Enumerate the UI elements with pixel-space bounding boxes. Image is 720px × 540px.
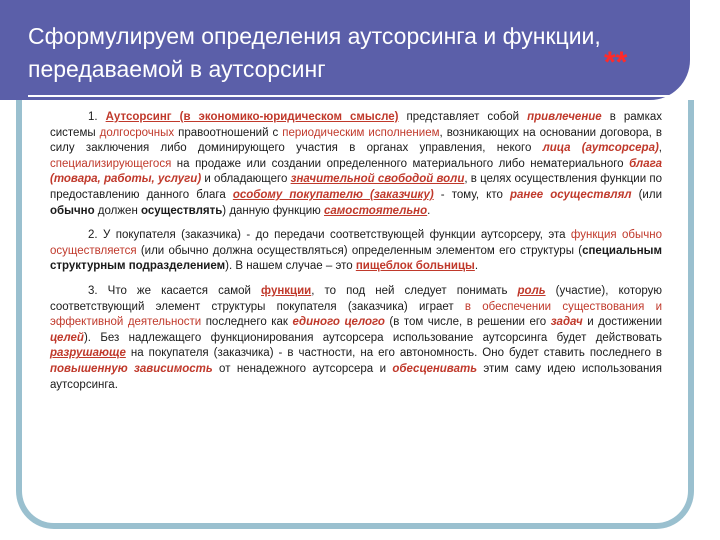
text-run: и обладающего xyxy=(201,173,291,186)
text-run: , в целях осуществления функции по предоставлению данного блага xyxy=(50,173,662,201)
text-run-emphasis: функции xyxy=(261,284,312,297)
text-run-emphasis: самостоятельно xyxy=(324,204,428,217)
text-run-emphasis: особому покупателю (заказчику) xyxy=(232,188,434,201)
text-run: , xyxy=(658,142,662,155)
text-run: на покупателя (заказчика) - в частности, на его автономность. Оно будет ставить последнего в xyxy=(125,347,662,360)
text-run: (или xyxy=(631,188,662,201)
title-mark: ** xyxy=(604,46,628,79)
text-run: на продаже или создании определенного материального либо нематериального xyxy=(171,157,630,170)
text-run: (в том числе, в решении его xyxy=(384,316,551,329)
text-run-emphasis: функция обычно осуществляется xyxy=(50,229,663,257)
paragraph-3 xyxy=(50,284,662,393)
text-run: (участие), которую соответствующий элемент структуры покупателя (заказчика) играет xyxy=(50,284,662,313)
text-run: правоотношений с xyxy=(174,126,283,139)
title-banner xyxy=(0,0,690,100)
text-run: от ненадежного аутсорсера и xyxy=(212,362,393,375)
text-run-emphasis: обесценивать xyxy=(392,362,478,375)
text-run-emphasis: ранее осуществлял xyxy=(509,188,632,201)
text-run: ). Без надлежащего функционирования аутсорсера использование аутсорсинга будет действовать xyxy=(83,331,662,344)
content-body xyxy=(50,110,662,402)
text-run: 3. Что же касается самой xyxy=(88,284,262,297)
text-run-emphasis: периодическим исполнением xyxy=(282,126,440,139)
text-run-emphasis: специализирующегося xyxy=(50,157,172,170)
text-run: . xyxy=(474,260,479,273)
slide-title: Сформулируем определения аутсорсинга и функции, передаваемой в аутсорсинг xyxy=(28,23,601,82)
text-run: представляет собой xyxy=(398,111,528,123)
text-run: . xyxy=(427,204,431,217)
text-run-emphasis: пищеблок больницы xyxy=(355,260,475,273)
title-divider xyxy=(28,95,686,97)
text-run-emphasis: роль xyxy=(517,284,546,297)
text-run: , возникающих на основании договора, в силу заключения либо доминирующего участия в органах управления, некого xyxy=(50,126,662,155)
text-run-emphasis: Аутсорсинг (в экономико-юридическом смысле) xyxy=(105,111,399,123)
text-run-emphasis: осуществлять xyxy=(141,204,223,217)
text-run: последнего как xyxy=(201,316,293,329)
text-run-emphasis: в обеспечении существования и эффективной деятельности xyxy=(50,300,662,329)
text-run-emphasis: блага (товара, работы, услуги) xyxy=(50,157,662,186)
text-run: ). В нашем случае – это xyxy=(225,260,356,273)
text-run-emphasis: обычно xyxy=(50,204,95,217)
paragraph-2 xyxy=(50,228,662,275)
text-run: должен xyxy=(94,204,142,217)
paragraph-1 xyxy=(50,110,662,219)
text-run-emphasis: привлечение xyxy=(527,111,602,123)
text-run: (или обычно должна осуществляться) определенным элементом его структуры ( xyxy=(136,244,583,257)
text-run-emphasis: разрушающе xyxy=(50,347,126,360)
text-run-emphasis: лица (аутсорсера) xyxy=(542,142,659,155)
text-run-emphasis: задач xyxy=(550,316,583,329)
text-run-emphasis: целей xyxy=(50,331,84,344)
text-run-emphasis: значительной свободой воли xyxy=(290,173,465,186)
text-run-emphasis: повышенную зависимость xyxy=(50,362,213,375)
text-run: ) данную функцию xyxy=(222,204,324,217)
text-run-emphasis: единого целого xyxy=(292,316,385,329)
text-run: , то под ней следует понимать xyxy=(311,284,518,297)
text-run: этим саму идею использования аутсорсинга. xyxy=(50,362,662,391)
text-run: - тому, кто xyxy=(433,188,510,201)
text-run: 2. У покупателя (заказчика) - до передачи соответствующей функции аутсорсеру, эта xyxy=(88,229,571,242)
text-run-emphasis: долгосрочных xyxy=(99,126,175,139)
text-run: 1. xyxy=(88,111,106,123)
text-run: и достижении xyxy=(582,316,662,329)
text-run-emphasis: специальным структурным подразделением xyxy=(50,244,662,273)
text-run: в рамках системы xyxy=(50,111,662,139)
